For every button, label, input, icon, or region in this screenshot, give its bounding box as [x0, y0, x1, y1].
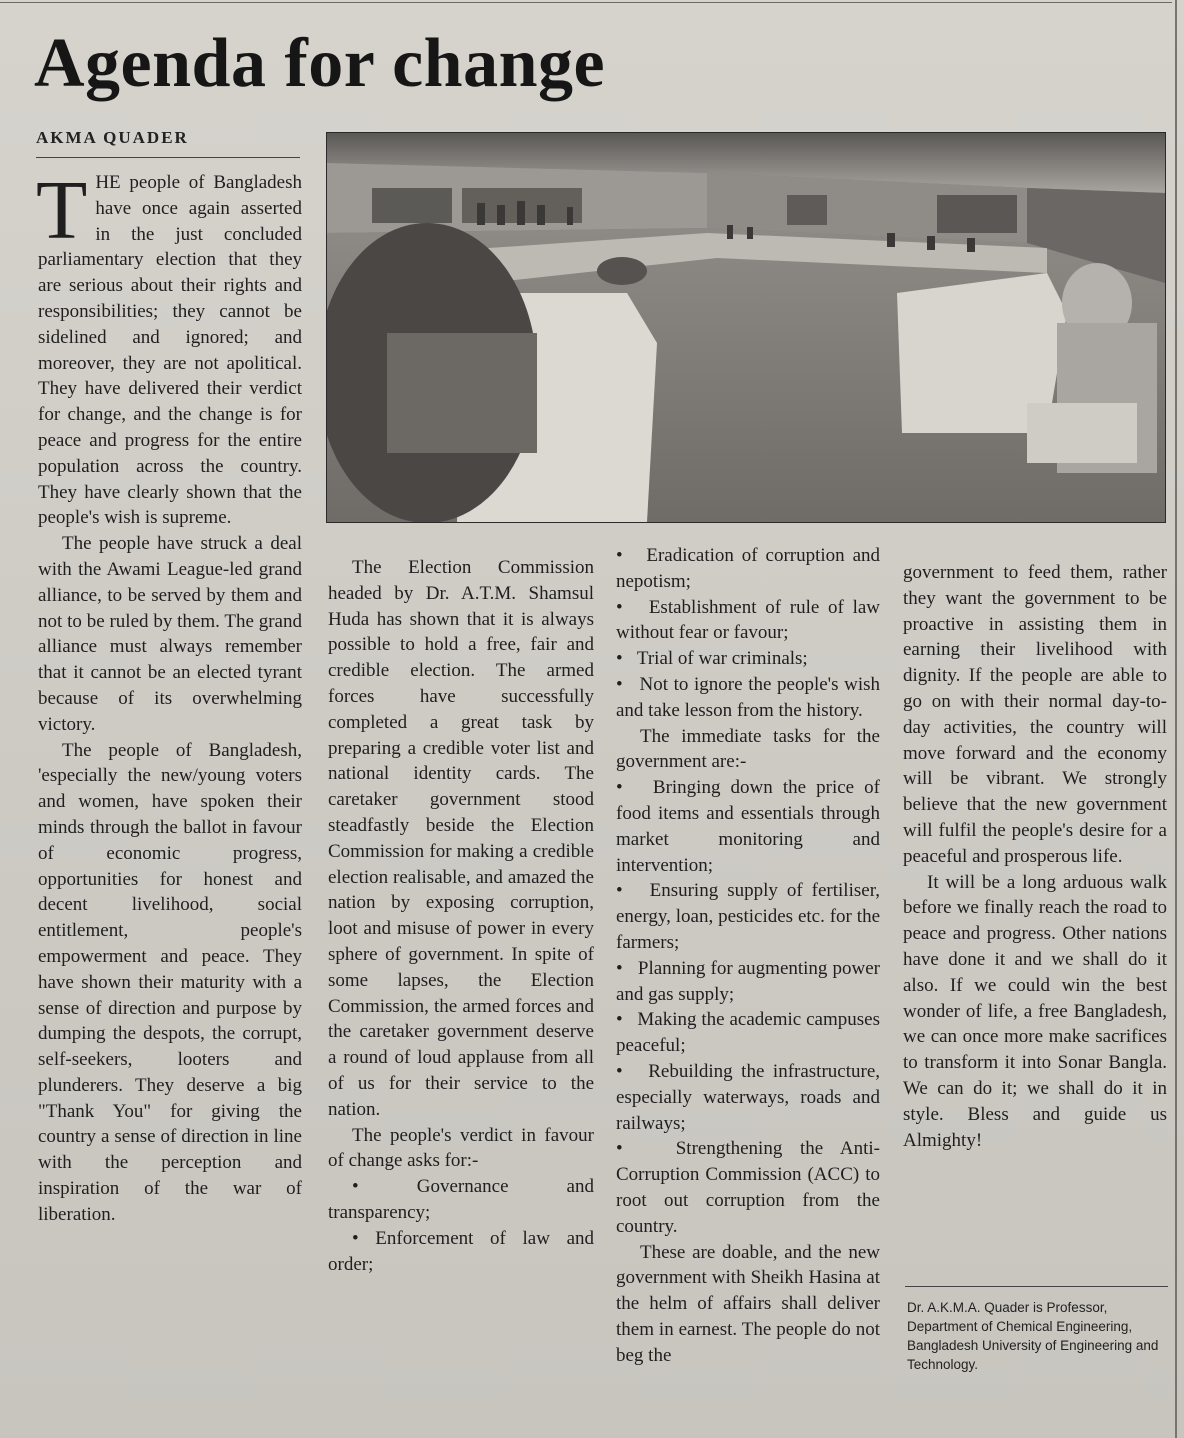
bullet-text: Governance and transparency; [328, 1176, 594, 1223]
paragraph: The Election Commission headed by Dr. A.T.M. Shamsul Huda has shown that it is always possible to hold a free, fair and credible election. The armed forces have successfully completed a great task by preparing a credible voter list and national identity cards. The caretaker government stood steadfastly beside the Election Commission for making a credible election realisable, and amazed the nation by exposing corruption, loot and misuse of power in every sphere of government. In spite of some lapses, the Election Commission, the armed forces and the caretaker government deserve a round of loud applause from all of us for their service to the nation. [328, 557, 594, 1120]
bullet-text: Enforcement of law and order; [328, 1227, 595, 1275]
paragraph-text: HE people of Bangladesh have once again asserted in the just concluded parliamentary election that they are serious about their rights and responsibilities; they cannot be sidelined and ignored; and moreover, they are not apolitical. They have delivered their verdict for change, and the change is for peace and progress for the entire population across the country. They have clearly shown that the people's wish is supreme. [38, 172, 302, 529]
paragraph: The people have struck a deal with the Awami League-led grand alliance, to be served by them and not to be ruled by them. The grand alliance must always remember that it cannot be an elected tyrant because of its overwhelming victory. [38, 533, 302, 735]
byline-rule [36, 157, 300, 158]
bullet-text: Not to ignore the people's wish and take lesson from the history. [616, 673, 880, 721]
bullet-item: • Strengthening the Anti-Corruption Commission (ACC) to root out corruption from the country. [616, 1138, 880, 1237]
meeting-room-image [327, 133, 1165, 522]
bullet-text: Ensuring supply of fertiliser, energy, loan, pesticides etc. for the farmers; [616, 880, 881, 953]
bullet-text: Planning for augmenting power and gas supply; [616, 957, 880, 1005]
bullet-text: Rebuilding the infrastructure, especially waterways, roads and railways; [616, 1060, 880, 1134]
paragraph: The people of Bangladesh, 'especially the new/young voters and women, have spoken their minds through the ballot in favour of economic progress, opportunities for honest and decent livelihood, social entitlement, people's empowerment and peace. They have shown their maturity with a sense of direction and purpose by dumping the despots, the corrupt, self-seekers, looters and plunderers. They deserve a big "Thank You" for giving the country a sense of direction in line with the perception and inspiration of the war of liberation. [38, 739, 302, 1225]
bullet-text: Establishment of rule of law without fear or favour; [616, 596, 881, 644]
headline: Agenda for change [34, 25, 606, 102]
bullet-item: • Making the academic campuses peaceful; [616, 1009, 880, 1057]
bullet-item: • Establishment of rule of law without fear or favour; [616, 596, 881, 644]
bullet-item: • Eradication of corruption and nepotism; [616, 545, 880, 592]
article-column-1 [36, 164, 302, 1228]
bullet-text: Strengthening the Anti-Corruption Commission (ACC) to root out corruption from the country. [616, 1138, 880, 1237]
bullet-item: • Enforcement of law and order; [328, 1227, 595, 1275]
byline: AKMA QUADER [36, 128, 189, 147]
paragraph [36, 164, 302, 531]
bullet-text: Making the academic campuses peaceful; [616, 1009, 880, 1057]
meeting-photo [326, 132, 1166, 523]
bullet-text: Bringing down the price of food items and essentials through market monitoring and intervention; [616, 777, 880, 876]
bullet-item: • Trial of war criminals; [616, 648, 808, 670]
bullet-item: • Ensuring supply of fertiliser, energy, loan, pesticides etc. for the farmers; [616, 880, 881, 953]
paragraph: government to feed them, rather they want the government to be proactive in assisting them in earning their livelihood with dignity. If the people are able to go on with their normal day-to-day activities, the country will move forward and the economy will be vibrant. We strongly believe that the new government will fulfil the people's desire for a peaceful and prosperous life. [903, 562, 1167, 867]
drop-cap: T [36, 164, 88, 257]
paragraph: The people's verdict in favour of change asks for:- [328, 1124, 594, 1172]
article-column-3 [616, 543, 880, 1369]
column-edge-rule [1175, 0, 1177, 1438]
bullet-item: • Planning for augmenting power and gas supply; [616, 957, 880, 1005]
bullet-item: • Not to ignore the people's wish and take lesson from the history. [616, 673, 880, 721]
paragraph: It will be a long arduous walk before we finally reach the road to peace and progress. Other nations have done it and we shall do it also. If we could win the best wonder of life, a free Bangladesh, we can once more make sacrifices to transform it into Sonar Bangla. We can do it; we shall do it in style. Bless and guide us Almighty! [903, 871, 1167, 1151]
top-rule [0, 2, 1172, 3]
article-column-2 [328, 555, 594, 1277]
author-note-rule [905, 1286, 1168, 1287]
bullet-item: • Rebuilding the infrastructure, especially waterways, roads and railways; [616, 1060, 880, 1134]
paragraph: The immediate tasks for the government are:- [616, 725, 880, 773]
bullet-text: Eradication of corruption and nepotism; [616, 545, 880, 592]
paragraph: These are doable, and the new government with Sheikh Hasina at the helm of affairs shall deliver them in earnest. The people do not beg the [616, 1241, 880, 1366]
author-note: Dr. A.K.M.A. Quader is Professor, Department of Chemical Engineering, Bangladesh University of Engineering and Technology. [907, 1300, 1159, 1372]
bullet-item: • Governance and transparency; [328, 1176, 594, 1223]
article-column-4 [903, 560, 1167, 1153]
bullet-item: • Bringing down the price of food items and essentials through market monitoring and intervention; [616, 777, 880, 876]
bullet-text: Trial of war criminals; [636, 648, 808, 670]
